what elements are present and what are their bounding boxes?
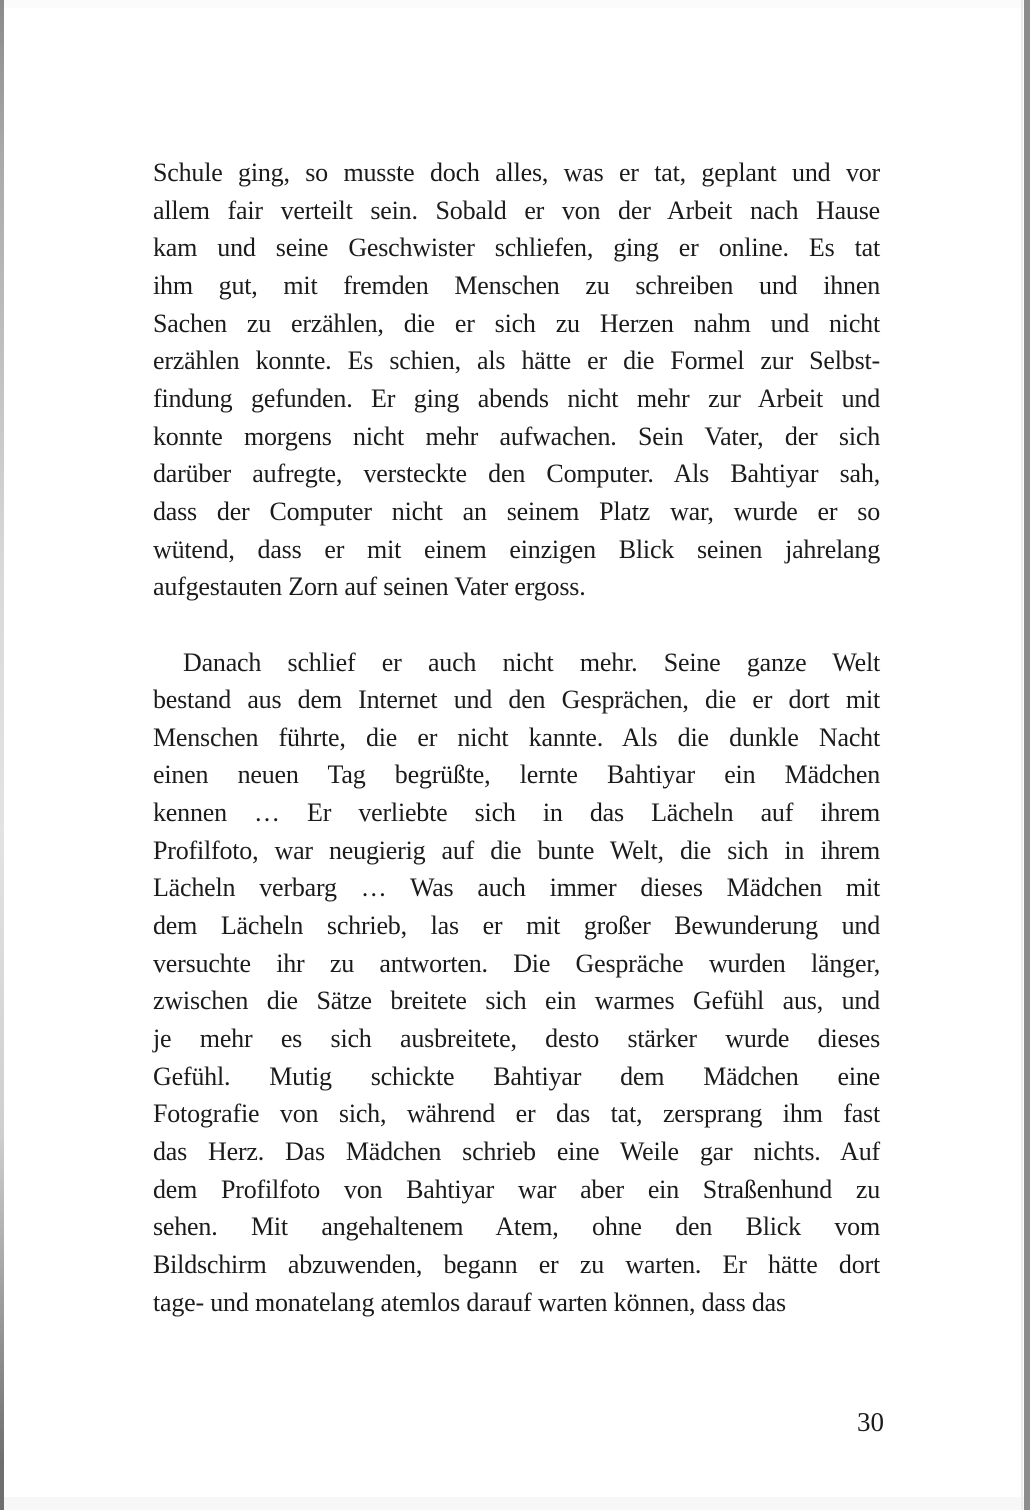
page-right-inner-edge-line (1021, 0, 1023, 1510)
text-line: konnte morgens nicht mehr aufwachen. Sein Vater, der sich (153, 421, 880, 451)
text-line: ihm gut, mit fremden Menschen zu schreiben und ihnen (153, 270, 880, 300)
text-line: dem Lächeln schrieb, las er mit großer Bewunderung und (153, 911, 880, 941)
page-bottom-edge (0, 1497, 1030, 1510)
paragraph (153, 154, 880, 606)
text-line: zwischen die Sätze breitete sich ein warmes Gefühl aus, und (153, 986, 880, 1016)
text-line: erzählen konnte. Es schien, als hätte er die Formel zur Selbst- (153, 346, 880, 376)
text-line: Bildschirm abzuwenden, begann er zu warten. Er hätte dort (153, 1250, 880, 1280)
paragraph (153, 644, 880, 1322)
body-text (153, 154, 880, 1321)
text-line: Schule ging, so musste doch alles, was er tat, geplant und vor (153, 158, 880, 187)
page-right-edge-line (1024, 0, 1030, 1510)
text-line: wütend, dass er mit einem einzigen Blick seinen jahrelang (153, 534, 880, 564)
text-line: das Herz. Das Mädchen schrieb eine Weile gar nichts. Auf (153, 1137, 880, 1167)
text-line: Lächeln verbarg … Was auch immer dieses Mädchen mit (153, 873, 880, 903)
text-line: kennen … Er verliebte sich in das Lächeln auf ihrem (153, 798, 880, 828)
text-line: Menschen führte, die er nicht kannte. Als die dunkle Nacht (153, 722, 880, 752)
text-line: darüber aufregte, versteckte den Computer. Als Bahtiyar sah, (153, 459, 880, 489)
text-line: allem fair verteilt sein. Sobald er von der Arbeit nach Hause (153, 195, 880, 225)
page-number: 30 (857, 1407, 884, 1437)
text-line: Sachen zu erzählen, die er sich zu Herzen nahm und nicht (153, 308, 880, 338)
text-line: aufgestauten Zorn auf seinen Vater ergoss. (153, 572, 586, 602)
text-line: tage- und monatelang atemlos darauf warten können, dass das (153, 1287, 786, 1317)
text-line: sehen. Mit angehaltenem Atem, ohne den Blick vom (153, 1212, 880, 1242)
text-line: einen neuen Tag begrüßte, lernte Bahtiyar ein Mädchen (153, 760, 880, 790)
page-top-edge (0, 0, 1030, 8)
text-line: Gefühl. Mutig schickte Bahtiyar dem Mädchen eine (153, 1061, 880, 1091)
text-line: Danach schlief er auch nicht mehr. Seine ganze Welt (183, 647, 880, 677)
text-line: Profilfoto, war neugierig auf die bunte Welt, die sich in ihrem (153, 835, 880, 865)
text-line: versuchte ihr zu antworten. Die Gespräche wurden länger, (153, 948, 880, 978)
text-line: dass der Computer nicht an seinem Platz war, wurde er so (153, 496, 880, 526)
text-line: bestand aus dem Internet und den Gesprächen, die er dort mit (153, 685, 880, 715)
text-line: findung gefunden. Er ging abends nicht mehr zur Arbeit und (153, 383, 880, 413)
page-left-edge-line (0, 0, 4, 1510)
text-line: Fotografie von sich, während er das tat, zersprang ihm fast (153, 1099, 880, 1129)
text-line: dem Profilfoto von Bahtiyar war aber ein Straßenhund zu (153, 1174, 880, 1204)
text-line: kam und seine Geschwister schliefen, ging er online. Es tat (153, 233, 880, 263)
text-line: je mehr es sich ausbreitete, desto stärker wurde dieses (153, 1024, 880, 1054)
